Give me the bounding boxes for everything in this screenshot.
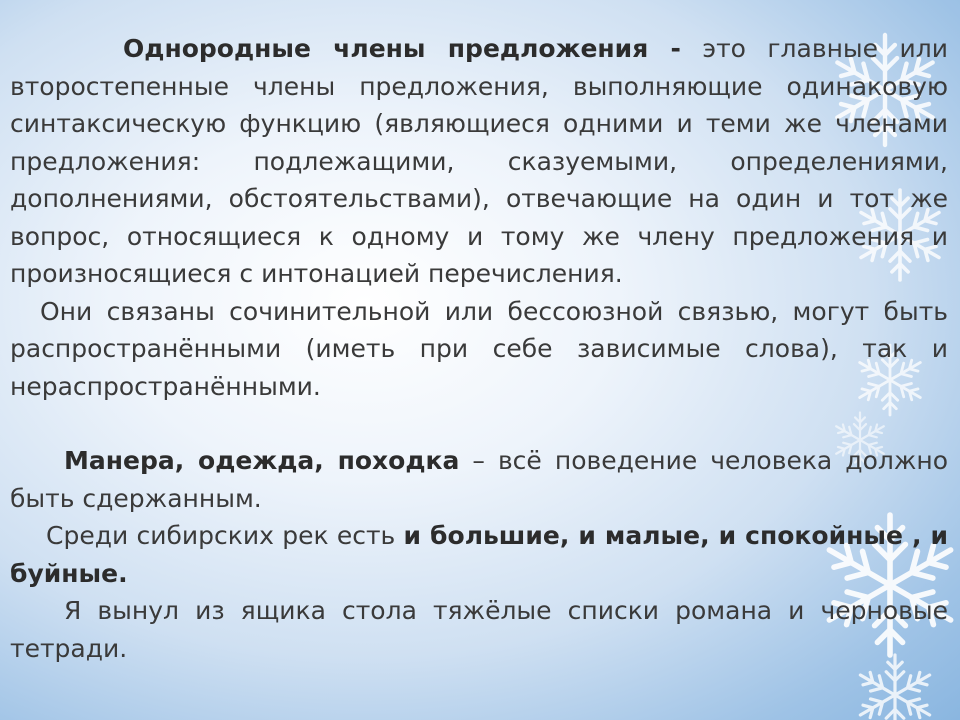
slide-text xyxy=(10,30,948,667)
example-1-text: – всё поведение человека должно быть сдержанным. xyxy=(10,446,949,513)
example-paragraph-2 xyxy=(10,517,948,592)
example-paragraph-3: Я вынул из ящика стола тяжёлые списки романа и черновые тетради. xyxy=(10,596,948,663)
definition-text: это главные или второстепенные члены предложения, выполняющие одинаковую синтаксическую функцию (являющиеся одними и теми же членами предложения: подлежащими, сказуемыми, определениями, дополнениями, обстоятельствами), отвечающие на один и тот же вопрос, относящиеся к одному и тому же члену предложения и произносящиеся с интонацией перечисления. xyxy=(10,34,949,288)
spacer xyxy=(10,405,948,442)
definition-paragraph xyxy=(10,30,948,293)
definition-term: Однородные члены предложения - xyxy=(123,34,681,63)
example-1-bold: Манера, одежда, походка xyxy=(64,446,460,475)
example-paragraph-1 xyxy=(10,442,948,517)
example-2-text: Среди сибирских рек есть xyxy=(46,521,404,550)
note-paragraph: Они связаны сочинительной или бессоюзной связью, могут быть распространёнными (иметь при себе зависимые слова), так и нераспространёнными. xyxy=(10,296,948,401)
example-2-bold: и большие, и малые, и спокойные , и буйные. xyxy=(10,521,948,588)
